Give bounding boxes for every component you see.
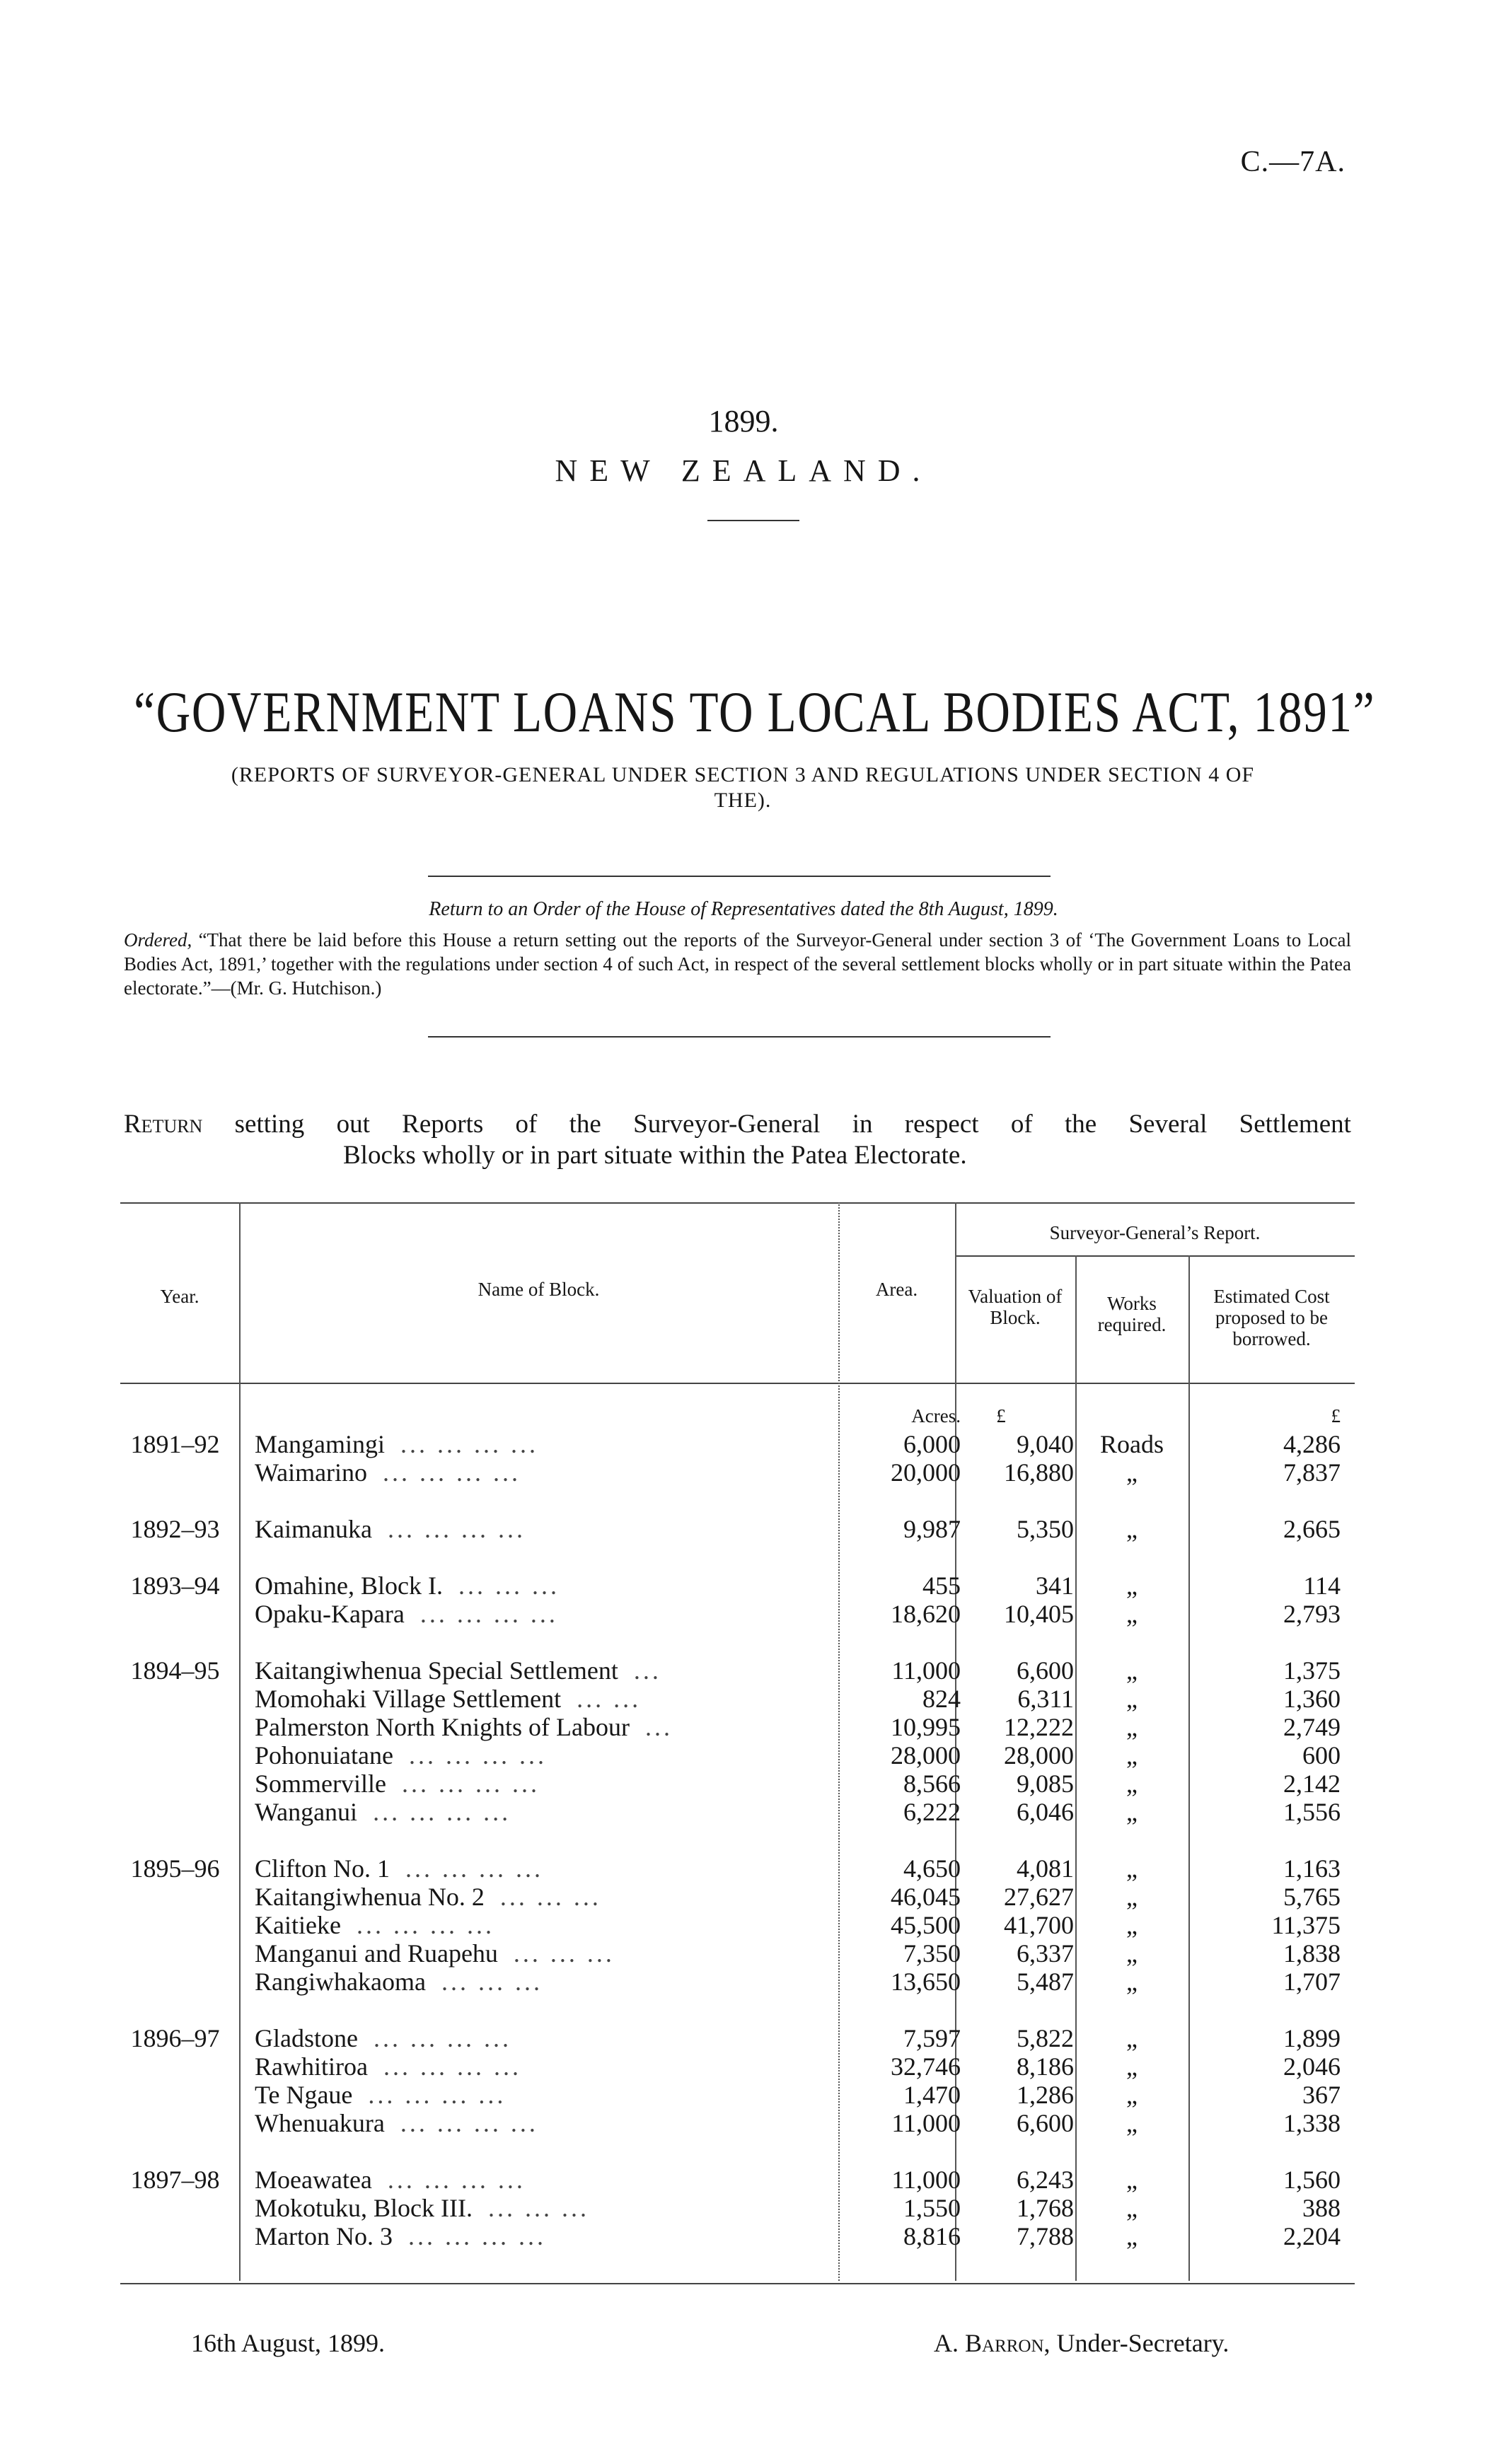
intro-word: Reports [402,1110,484,1139]
leader-dots: ... ... ... ... [405,1854,544,1883]
table-row [120,2222,1355,2250]
cell-valuation: 5,350 [1017,1515,1074,1543]
leader-dots: ... ... ... ... [373,1798,511,1826]
cell-works: „ [1126,1939,1138,1968]
leader-dots: ... ... ... ... [420,1600,558,1628]
cell-name [255,1600,941,1628]
cell-works: „ [1126,1854,1138,1883]
cell-name [255,2166,941,2194]
ordered-lead: Ordered, [124,929,192,951]
table-row [120,1515,1355,1543]
paper-reference: C.—7A. [1240,146,1346,178]
cell-area: 13,650 [891,1968,961,1996]
cell-valuation: 9,040 [1017,1430,1074,1458]
block-name: Whenuakura [255,2109,385,2137]
cell-works: „ [1126,1798,1138,1826]
leader-dots: ... ... ... ... [401,1769,540,1798]
cell-area: 8,816 [903,2222,961,2250]
divider [428,1036,1051,1038]
intro-word: setting [234,1110,305,1139]
cell-cost: 2,046 [1283,2052,1341,2081]
intro-word: respect [904,1110,979,1139]
cell-valuation: 1,768 [1017,2194,1074,2222]
cell-cost: 114 [1303,1571,1341,1600]
cell-name [255,1854,941,1883]
cell-name [255,1911,941,1939]
table-row [120,1883,1355,1911]
cell-works: „ [1126,2081,1138,2109]
cell-cost: 7,837 [1283,1458,1341,1487]
header-works: Works required. [1097,1293,1167,1335]
cell-name [255,1741,941,1769]
cell-year: 1894–95 [130,1656,220,1685]
cell-valuation: 8,186 [1017,2052,1074,2081]
cell-works: „ [1126,1968,1138,1996]
signature-name [934,2328,1229,2358]
cell-cost: 11,375 [1271,1911,1341,1939]
header-cost: Estimated Cost proposed to be borrowed. [1213,1286,1330,1349]
cell-valuation: 12,222 [1004,1713,1074,1741]
block-name: Omahine, Block I. [255,1571,443,1600]
settlement-blocks-table [120,1202,1355,2284]
cell-cost: 1,838 [1283,1939,1341,1968]
intro-word: the [1064,1110,1097,1139]
cell-area: 11,000 [891,2109,961,2137]
cell-area: 32,746 [891,2052,961,2081]
intro-word: in [852,1110,873,1139]
block-name: Moeawatea [255,2166,372,2194]
cell-valuation: 5,822 [1017,2024,1074,2052]
table-row [120,1571,1355,1600]
cell-area: 20,000 [891,1458,961,1487]
cell-cost: 2,749 [1283,1713,1341,1741]
cell-works: „ [1126,1911,1138,1939]
block-name: Kaitangiwhenua Special Settlement [255,1656,618,1685]
header-valuation: Valuation of Block. [968,1286,1063,1328]
intro-word: Surveyor-General [633,1110,821,1139]
block-name: Rangiwhakaoma [255,1968,426,1996]
table-row [120,1968,1355,1996]
cell-name [255,1656,941,1685]
cell-cost: 4,286 [1283,1430,1341,1458]
cell-area: 1,550 [903,2194,961,2222]
table-row [120,1911,1355,1939]
cell-name [255,1515,941,1543]
cell-area: 11,000 [891,2166,961,2194]
cell-works: „ [1126,1656,1138,1685]
cell-area: 824 [922,1685,961,1713]
cell-works: Roads [1100,1430,1164,1458]
block-name: Wanganui [255,1798,358,1826]
table-row [120,1798,1355,1826]
cell-area: 28,000 [891,1741,961,1769]
cell-year: 1892–93 [130,1515,220,1543]
leader-dots: ... ... ... [499,1883,601,1911]
cell-works: „ [1126,1741,1138,1769]
cell-works: „ [1126,1458,1138,1487]
cell-works: „ [1126,1571,1138,1600]
cell-area: 455 [922,1571,961,1600]
cell-cost: 5,765 [1283,1883,1341,1911]
table-row [120,1939,1355,1968]
cell-year: 1896–97 [130,2024,220,2052]
block-name: Sommerville [255,1769,386,1798]
cell-name [255,2222,941,2250]
cell-area: 9,987 [903,1515,961,1543]
intro-word: of [1010,1110,1033,1139]
leader-dots: ... ... ... ... [356,1911,494,1939]
cell-cost: 1,707 [1283,1968,1341,1996]
table-row [120,1713,1355,1741]
table-row [120,2081,1355,2109]
leader-dots: ... [633,1656,661,1685]
cell-cost: 1,375 [1283,1656,1341,1685]
cell-works: „ [1126,2052,1138,2081]
leader-dots: ... ... ... ... [408,1741,547,1769]
leader-dots: ... ... ... ... [387,2166,526,2194]
table-row [120,1430,1355,1458]
cell-area: 1,470 [903,2081,961,2109]
table-bottom-rule [120,2283,1355,2284]
cell-valuation: 28,000 [1004,1741,1074,1769]
block-name: Te Ngaue [255,2081,353,2109]
cell-cost: 2,142 [1283,1769,1341,1798]
cell-valuation: 6,046 [1017,1798,1074,1826]
cell-year: 1893–94 [130,1571,220,1600]
signature-title: Under-Secretary. [1056,2329,1229,2357]
block-name: Palmerston North Knights of Labour [255,1713,630,1741]
header-year: Year. [160,1286,199,1307]
intro-line-2: Blocks wholly or in part situate within the Patea Electorate. [343,1141,967,1170]
cell-valuation: 6,600 [1017,1656,1074,1685]
intro-lead: Return [124,1110,203,1139]
cell-name [255,1458,941,1487]
intro-word: out [336,1110,370,1139]
leader-dots: ... ... ... ... [368,2081,507,2109]
cell-name [255,1571,941,1600]
cell-valuation: 341 [1036,1571,1074,1600]
return-intro [124,1109,1351,1171]
cell-cost: 2,204 [1283,2222,1341,2250]
document-year: 1899. [708,404,779,438]
table-row [120,2052,1355,2081]
cell-valuation: 6,600 [1017,2109,1074,2137]
cell-area: 7,597 [903,2024,961,2052]
cell-works: „ [1126,1515,1138,1543]
table-row [120,1685,1355,1713]
block-name: Kaitangiwhenua No. 2 [255,1883,485,1911]
cell-cost: 1,360 [1283,1685,1341,1713]
cell-valuation: 16,880 [1004,1458,1074,1487]
cell-area: 6,222 [903,1798,961,1826]
table-row [120,1656,1355,1685]
cell-cost: 1,899 [1283,2024,1341,2052]
header-area: Area. [875,1279,918,1300]
units-area: Acres. [911,1405,961,1426]
document-title: “GOVERNMENT LOANS TO LOCAL BODIES ACT, 1891” [134,680,1376,744]
block-name: Rawhitiroa [255,2052,368,2081]
block-name: Pohonuiatane [255,1741,393,1769]
cell-cost: 2,793 [1283,1600,1341,1628]
ordered-text: “That there be laid before this House a return setting out the reports of the Surveyor-General under section 3 of ‘The Government Loans to Local Bodies Act, 1891,’ together with the regulations under section 4 of such Act, in respect of the several settlement blocks wholly or in part situate within the Patea electorate.”—(Mr. G. Hutchison.) [124,929,1352,999]
return-order-line: Return to an Order of the House of Representatives dated the 8th August, 1899. [429,898,1058,920]
cell-valuation: 4,081 [1017,1854,1074,1883]
cell-valuation: 10,405 [1004,1600,1074,1628]
cell-name [255,1430,941,1458]
cell-valuation: 6,243 [1017,2166,1074,2194]
cell-year: 1891–92 [130,1430,220,1458]
leader-dots: ... ... ... ... [383,2052,521,2081]
signature-date: 16th August, 1899. [191,2329,386,2357]
cell-year: 1897–98 [130,2166,220,2194]
intro-word: Settlement [1239,1110,1351,1139]
intro-word: Several [1128,1110,1208,1139]
cell-area: 45,500 [891,1911,961,1939]
country-heading: NEW ZEALAND. [555,453,932,488]
block-name: Manganui and Ruapehu [255,1939,498,1968]
divider [707,520,799,521]
leader-dots: ... ... ... [513,1939,615,1968]
cell-cost: 367 [1302,2081,1341,2109]
block-name: Waimarino [255,1458,368,1487]
header-name: Name of Block. [478,1279,600,1300]
block-name: Mangamingi [255,1430,385,1458]
cell-name [255,2194,941,2222]
cell-area: 7,350 [903,1939,961,1968]
cell-name [255,1939,941,1968]
leader-dots: ... ... ... ... [400,1430,538,1458]
cell-valuation: 6,337 [1017,1939,1074,1968]
table-top-rule [120,1202,1355,1204]
leader-dots: ... ... ... [458,1571,560,1600]
block-name: Clifton No. 1 [255,1854,390,1883]
cell-valuation: 41,700 [1004,1911,1074,1939]
units-row [120,1402,1355,1430]
leader-dots: ... ... ... ... [387,1515,526,1543]
table-row [120,2109,1355,2137]
cell-area: 10,995 [891,1713,961,1741]
divider [428,876,1051,877]
cell-works: „ [1126,2222,1138,2250]
cell-name [255,2109,941,2137]
block-name: Kaitieke [255,1911,341,1939]
cell-works: „ [1126,1713,1138,1741]
signature-initial: A. [934,2329,959,2357]
cell-name [255,2081,941,2109]
table-row [120,1854,1355,1883]
intro-line-1 [124,1109,1351,1140]
cell-name [255,2052,941,2081]
block-name: Opaku-Kapara [255,1600,405,1628]
table-row [120,1458,1355,1487]
ordered-paragraph [124,928,1351,1000]
cell-cost: 600 [1302,1741,1341,1769]
leader-dots: ... ... ... ... [373,2024,511,2052]
cell-area: 8,566 [903,1769,961,1798]
cell-valuation: 27,627 [1004,1883,1074,1911]
cell-name [255,1685,941,1713]
cell-area: 18,620 [891,1600,961,1628]
cell-cost: 2,665 [1283,1515,1341,1543]
cell-area: 11,000 [891,1656,961,1685]
cell-name [255,1769,941,1798]
cell-works: „ [1126,2194,1138,2222]
cell-name [255,1713,941,1741]
group-header-rule [955,1255,1355,1257]
cell-valuation: 1,286 [1017,2081,1074,2109]
cell-area: 46,045 [891,1883,961,1911]
units-cost: £ [1331,1405,1341,1426]
units-valuation: £ [996,1405,1006,1426]
cell-valuation: 5,487 [1017,1968,1074,1996]
leader-dots: ... ... ... ... [400,2109,538,2137]
table-row [120,1741,1355,1769]
leader-dots: ... [644,1713,673,1741]
leader-dots: ... ... ... ... [407,2222,546,2250]
header-bottom-rule [120,1383,1355,1384]
cell-works: „ [1126,2024,1138,2052]
cell-works: „ [1126,1600,1138,1628]
cell-works: „ [1126,2109,1138,2137]
cell-cost: 1,556 [1283,1798,1341,1826]
cell-area: 6,000 [903,1430,961,1458]
cell-cost: 388 [1302,2194,1341,2222]
cell-works: „ [1126,1883,1138,1911]
leader-dots: ... ... ... [487,2194,589,2222]
cell-name [255,1968,941,1996]
cell-cost: 1,163 [1283,1854,1341,1883]
cell-year: 1895–96 [130,1854,220,1883]
document-subtitle: (REPORTS OF SURVEYOR-GENERAL UNDER SECTION 3 AND REGULATIONS UNDER SECTION 4 OF THE). [231,763,1255,812]
table-row [120,1769,1355,1798]
block-name: Gladstone [255,2024,358,2052]
table-row [120,2024,1355,2052]
cell-works: „ [1126,1685,1138,1713]
cell-valuation: 9,085 [1017,1769,1074,1798]
cell-name [255,2024,941,2052]
table-row [120,1600,1355,1628]
cell-name [255,1883,941,1911]
leader-dots: ... ... ... [441,1968,543,1996]
block-name: Mokotuku, Block III. [255,2194,473,2222]
signature-surname: Barron, [965,2329,1051,2357]
cell-area: 4,650 [903,1854,961,1883]
cell-valuation: 7,788 [1017,2222,1074,2250]
block-name: Kaimanuka [255,1515,372,1543]
cell-works: „ [1126,1769,1138,1798]
cell-name [255,1798,941,1826]
block-name: Marton No. 3 [255,2222,393,2250]
leader-dots: ... ... ... ... [383,1458,521,1487]
leader-dots: ... ... [577,1685,642,1713]
intro-word: of [515,1110,538,1139]
table-row [120,2166,1355,2194]
header-surveyor-report: Surveyor-General’s Report. [1049,1222,1261,1243]
cell-works: „ [1126,2166,1138,2194]
intro-word: the [569,1110,601,1139]
block-name: Momohaki Village Settlement [255,1685,562,1713]
table-row [120,2194,1355,2222]
cell-cost: 1,560 [1283,2166,1341,2194]
cell-valuation: 6,311 [1017,1685,1074,1713]
cell-cost: 1,338 [1283,2109,1341,2137]
